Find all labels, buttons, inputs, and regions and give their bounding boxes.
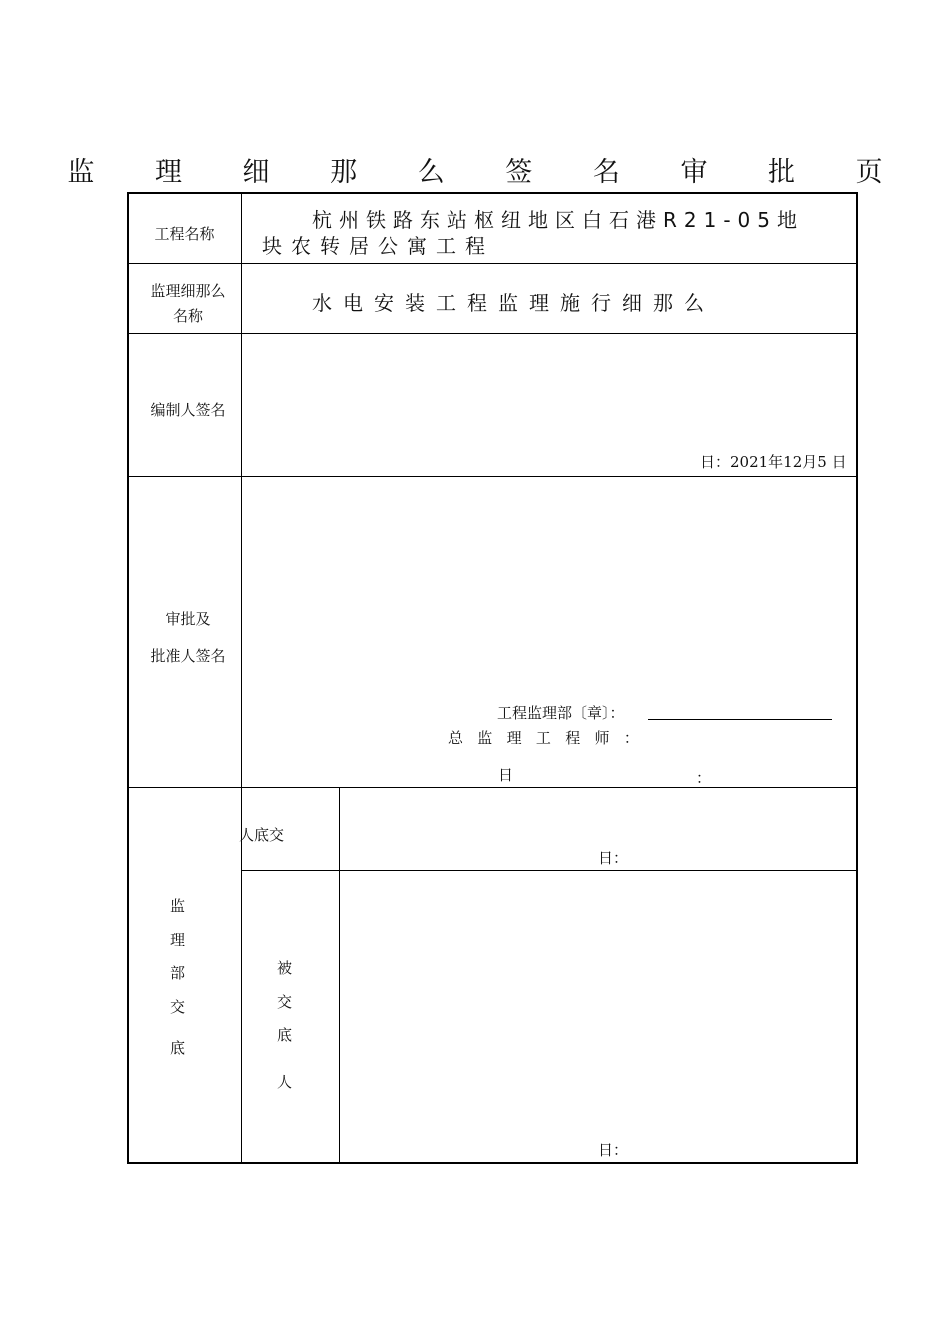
row-divider <box>128 476 857 477</box>
recipient-char: 人 <box>277 1073 293 1091</box>
briefing-group-char: 交 <box>170 998 186 1016</box>
row-divider <box>128 787 857 788</box>
dept-seal-line <box>648 719 832 720</box>
row-divider <box>128 333 857 334</box>
recipient-char: 底 <box>277 1026 293 1044</box>
briefer-date: 日： <box>598 849 629 867</box>
column-divider <box>339 787 340 1163</box>
approval-date-label: 日 <box>498 766 514 784</box>
project-name-value-line2: 块农转居公寓工程 <box>262 234 494 258</box>
dept-seal-label: 工程监理部〔章〕： <box>497 704 625 722</box>
recipient-char: 交 <box>277 993 293 1011</box>
approval-date-colon: ： <box>696 769 712 787</box>
compiler-signature-label: 编制人签名 <box>150 401 226 419</box>
recipient-char: 被 <box>277 959 293 977</box>
recipient-date: 日： <box>598 1141 629 1159</box>
row-divider <box>242 870 857 871</box>
briefer-label: 人底交 <box>239 826 285 844</box>
briefing-group-char: 监 <box>170 897 186 915</box>
compiler-signature-date: 日：2021年12月5 日 <box>700 453 847 471</box>
chief-engineer-label: 总 监 理 工 程 师 ： <box>448 729 639 747</box>
briefing-group-char: 底 <box>170 1039 186 1057</box>
approval-form-table <box>127 192 858 1164</box>
project-name-label: 工程名称 <box>154 225 215 243</box>
rules-name-label-line1: 监理细那么 <box>150 282 226 300</box>
approval-label-line2: 批准人签名 <box>150 647 226 665</box>
approval-label-line1: 审批及 <box>165 610 211 628</box>
briefing-group-char: 部 <box>170 964 186 982</box>
column-divider <box>241 194 242 1163</box>
row-divider <box>128 263 857 264</box>
rules-name-value: 水电安装工程监理施行细那么 <box>312 291 715 315</box>
rules-name-label-line2: 名称 <box>172 307 203 325</box>
page-title: 监 理 细 那 么 签 名 审 批 页 <box>67 157 909 188</box>
briefing-group-char: 理 <box>170 931 186 949</box>
project-name-value-line1: 杭州铁路东站枢纽地区白石港R21-05地 <box>312 208 805 232</box>
